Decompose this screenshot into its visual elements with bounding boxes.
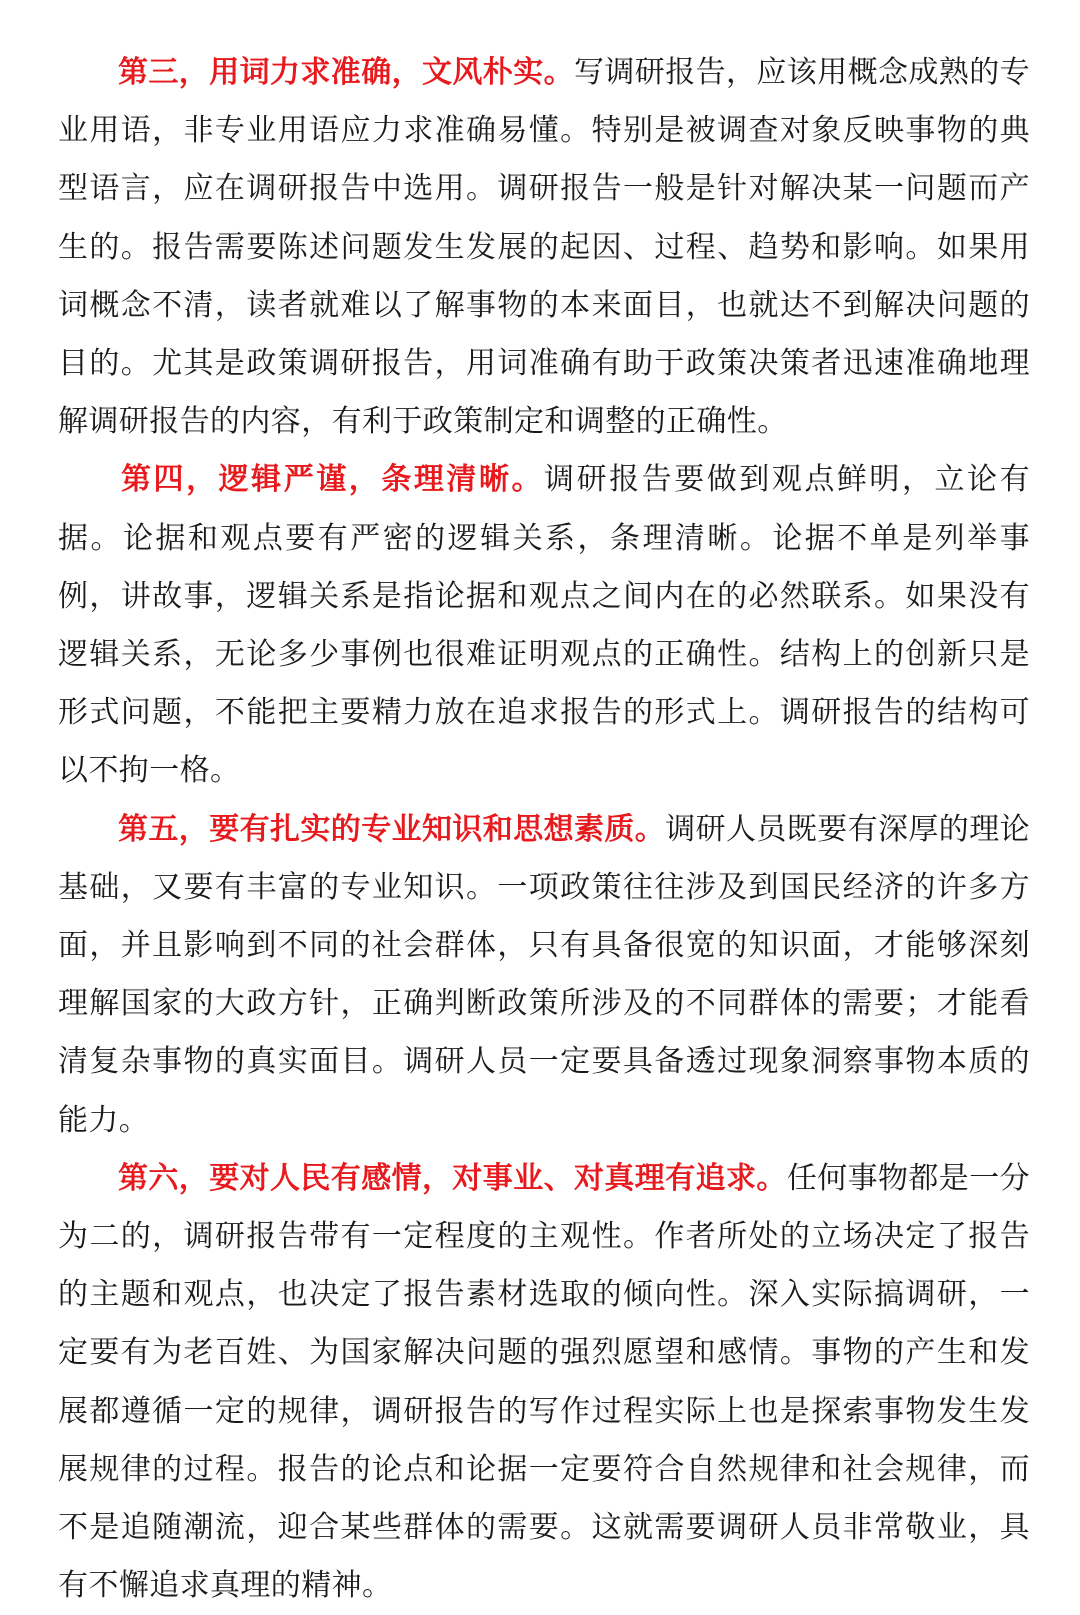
paragraph-sixth [58, 1150, 1030, 1615]
paragraph-third [58, 44, 1030, 451]
document-page [58, 44, 1030, 1615]
paragraph-fourth [58, 451, 1030, 800]
paragraph-body: 任何事物都是一分为二的，调研报告带有一定程度的主观性。作者所处的立场决定了报告的主题和观点，也决定了报告素材选取的倾向性。深入实际搞调研，一定要有为老百姓、为国家解决问题的强烈愿望和感情。事物的产生和发展都遵循一定的规律，调研报告的写作过程实际上也是探索事物发生发展规律的过程。报告的论点和论据一定要符合自然规律和社会规律，而不是追随潮流，迎合某些群体的需要。这就需要调研人员非常敬业，具有不懈追求真理的精神。 [58, 1160, 1031, 1604]
paragraph-heading: 第四，逻辑严谨，条理清晰。 [121, 462, 545, 498]
paragraph-body: 写调研报告，应该用概念成熟的专业用语，非专业用语应力求准确易懂。特别是被调查对象反映事物的典型语言，应在调研报告中选用。调研报告一般是针对解决某一问题而产生的。报告需要陈述问题发生发展的起因、过程、趋势和影响。如果用词概念不清，读者就难以了解事物的本来面目，也就达不到解决问题的目的。尤其是政策调研报告，用词准确有助于政策决策者迅速准确地理解调研报告的内容，有利于政策制定和调整的正确性。 [58, 55, 1030, 440]
paragraph-heading: 第三，用词力求准确，文风朴实。 [118, 55, 574, 90]
paragraph-fifth [58, 801, 1030, 1150]
paragraph-body: 调研报告要做到观点鲜明，立论有据。论据和观点要有严密的逻辑关系，条理清晰。论据不单是列举事例，讲故事，逻辑关系是指论据和观点之间内在的必然联系。如果没有逻辑关系，无论多少事例也很难证明观点的正确性。结构上的创新只是形式问题，不能把主要精力放在追求报告的形式上。调研报告的结构可以不拘一格。 [58, 462, 1030, 789]
paragraph-body: 调研人员既要有深厚的理论基础，又要有丰富的专业知识。一项政策往往涉及到国民经济的许多方面，并且影响到不同的社会群体，只有具备很宽的知识面，才能够深刻理解国家的大政方针，正确判断政策所涉及的不同群体的需要；才能看清复杂事物的真实面目。调研人员一定要具备透过现象洞察事物本质的能力。 [58, 811, 1031, 1138]
paragraph-heading: 第五，要有扎实的专业知识和思想素质。 [118, 811, 666, 847]
paragraph-heading: 第六，要对人民有感情，对事业、对真理有追求。 [118, 1160, 787, 1196]
